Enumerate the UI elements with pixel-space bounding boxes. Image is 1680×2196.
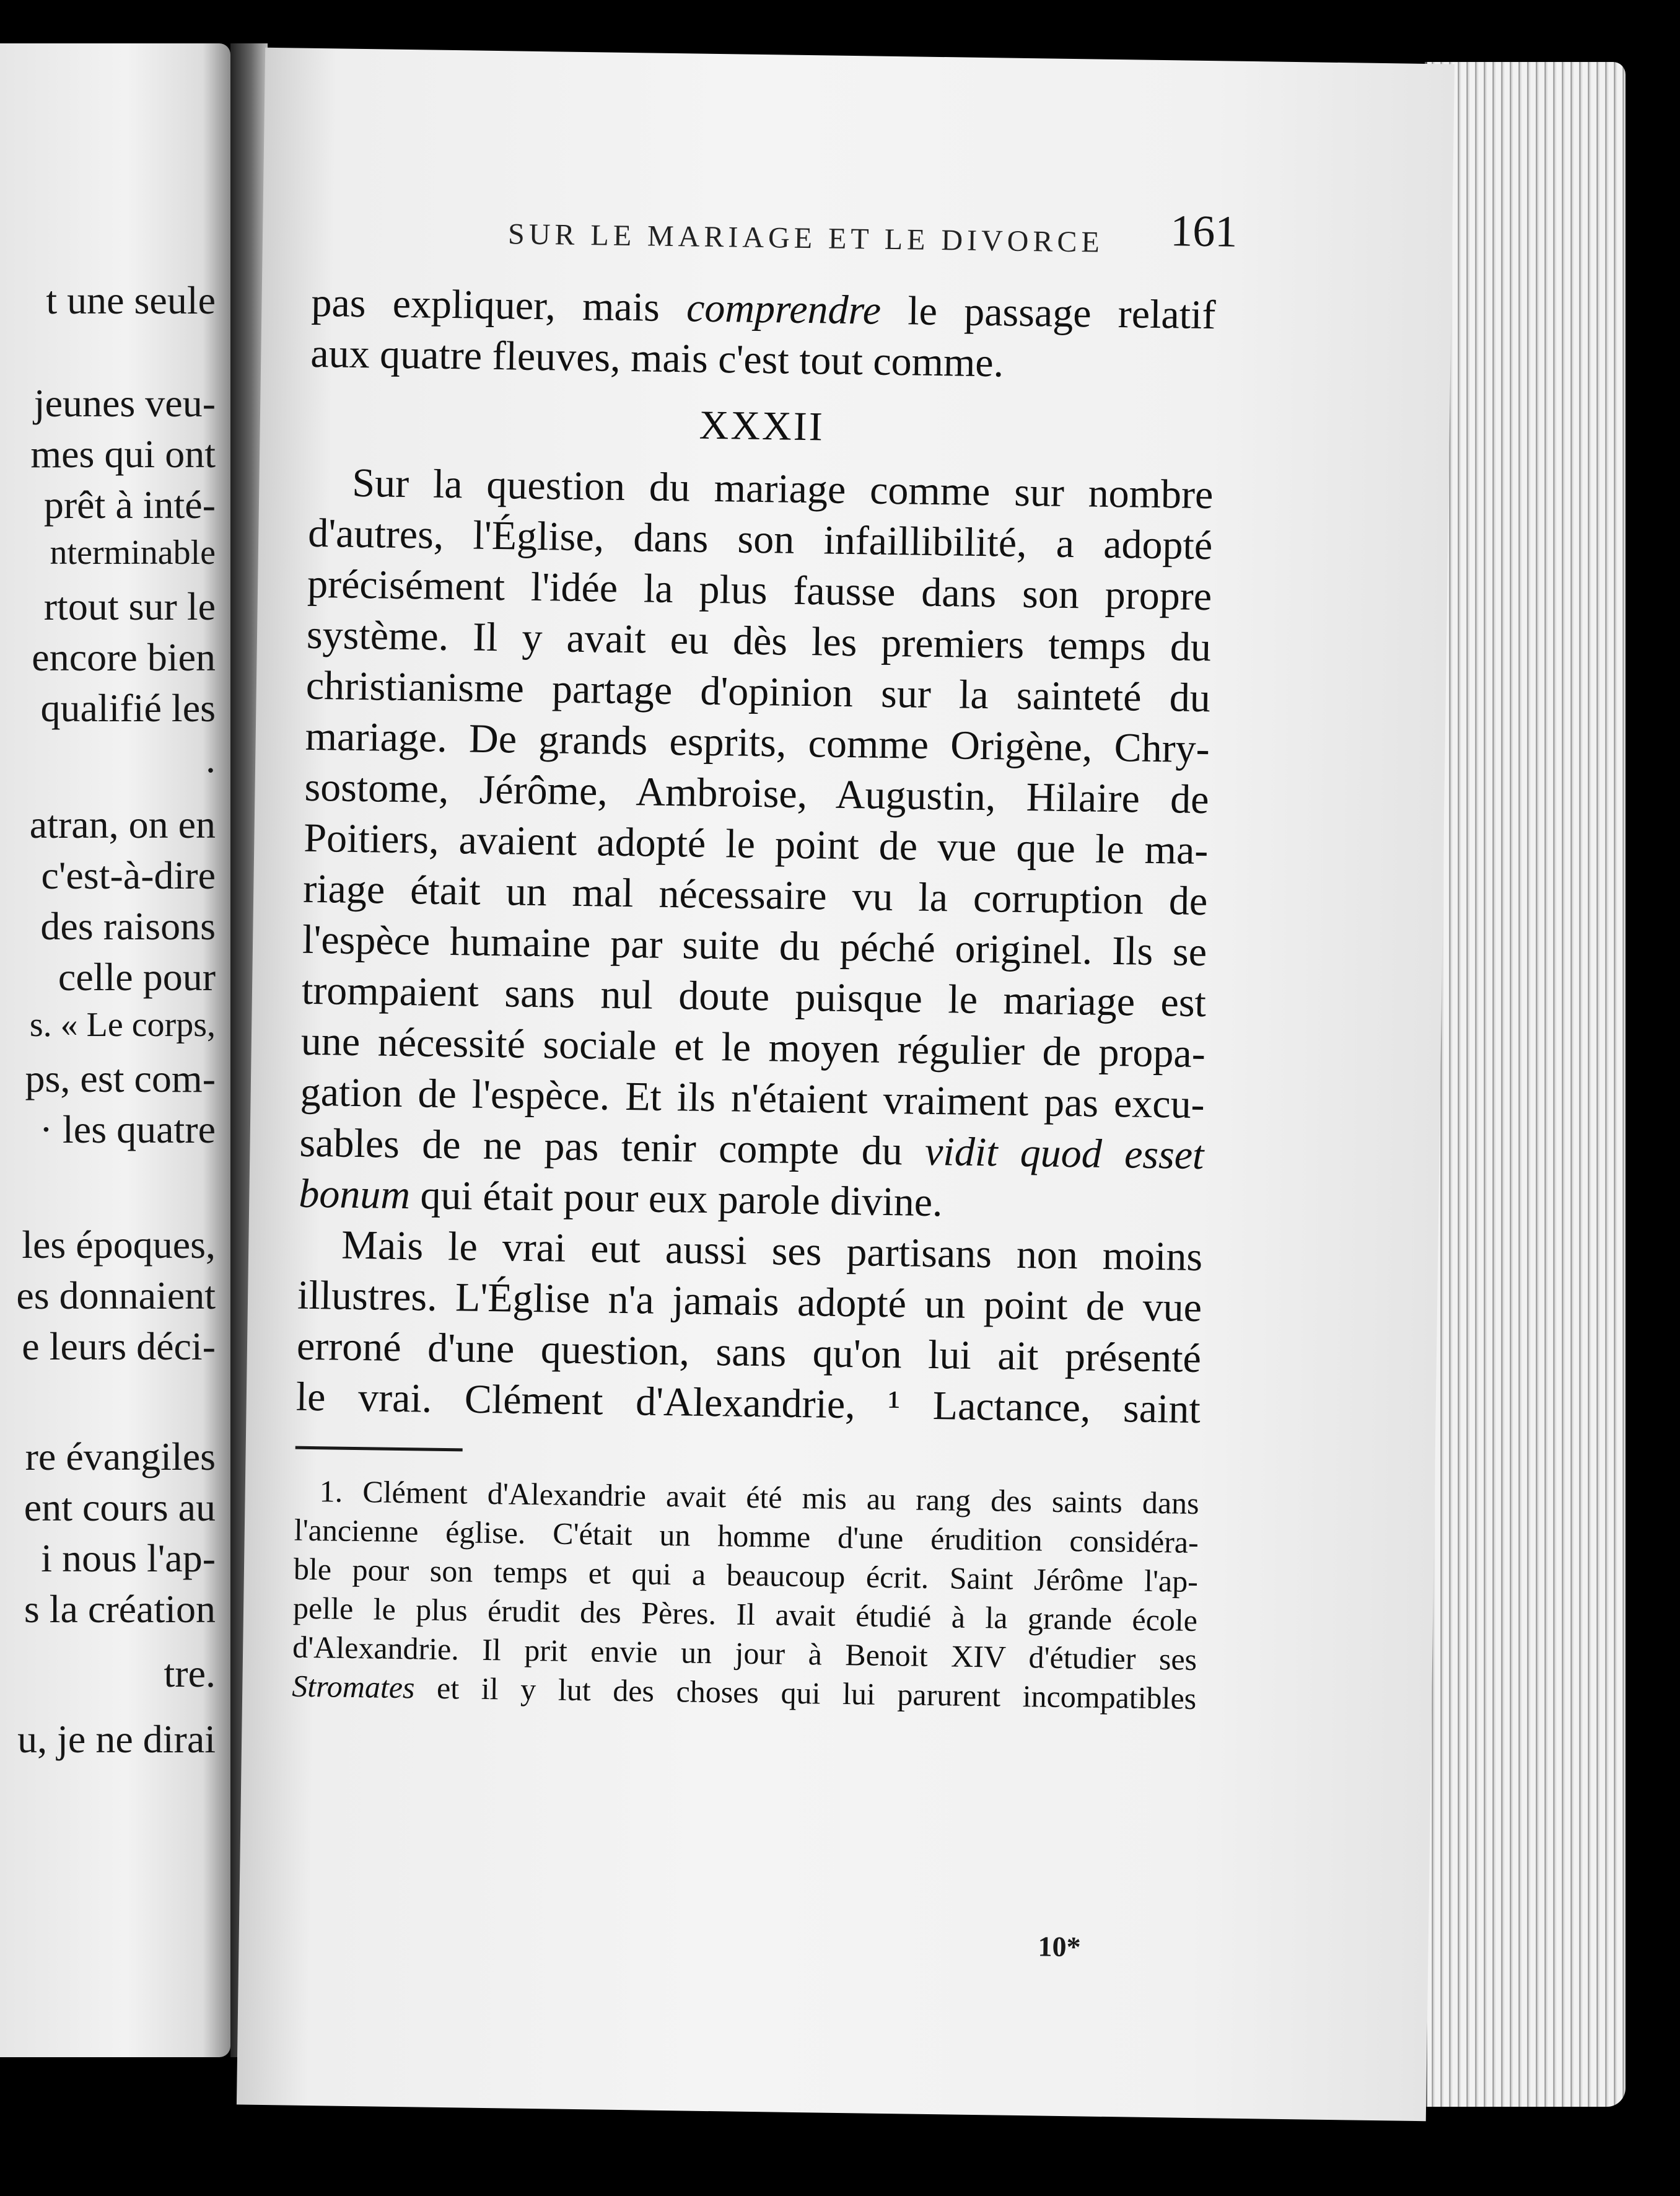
left-line: · les quatre [39,1107,216,1151]
page-number: 161 [1170,206,1238,257]
left-line: jeunes veu- [33,381,216,425]
left-line: . [206,737,216,781]
footnote-line: d'Alexandrie. Il prit envie un jour à Benoit XIV d'étudier ses [292,1629,1197,1677]
left-line: prêt à inté- [43,483,216,527]
left-line: des raisons [40,904,216,948]
right-page [237,48,1455,2121]
text-line: d'autres, l'Église, dans son infaillibilité, a adopté [307,510,1213,569]
left-line: es donnaient [16,1273,216,1317]
text-line: illustres. L'Église n'a jamais adopté un point de vue [297,1272,1202,1331]
text-line: une nécessité sociale et le moyen régulier de propa- [300,1018,1206,1077]
left-line: ent cours au [24,1485,216,1529]
text-line: pas expliquer, mais comprendre le passage relatif [311,279,1216,338]
left-page [0,43,230,2057]
text-line: Poitiers, avaient adopté le point de vue que le ma- [303,815,1209,874]
left-line: s la création [24,1587,216,1631]
text-block [292,278,1216,1718]
footnote-line: ble pour son temps et qui a beaucoup écrit. Saint Jérôme l'ap- [293,1551,1199,1599]
left-line: mes qui ont [30,432,216,476]
signature-mark: 10* [1038,1930,1081,1963]
text-line: trompaient sans nul doute puisque le mariage est [301,967,1207,1026]
left-line: les époques, [22,1223,216,1267]
section-title: XXXII [699,402,825,450]
text-line: système. Il y avait eu dès les premiers temps du [306,612,1212,670]
footnote-line: l'ancienne église. C'était un homme d'une érudition considéra- [294,1512,1199,1560]
left-line: rtout sur le [43,584,216,628]
text-line: gation de l'espèce. Et ils n'étaient vraiment pas excu- [300,1069,1205,1128]
text-line: l'espèce humaine par suite du péché originel. Ils se [302,916,1207,975]
text-line: sostome, Jérôme, Ambroise, Augustin, Hilaire de [304,764,1209,823]
text-line: bonum qui était pour eux parole divine. [298,1170,943,1226]
left-line: u, je ne dirai [17,1717,216,1761]
left-line: celle pour [58,955,216,999]
left-line: encore bien [32,635,216,679]
footnote-line: pelle le plus érudit des Pères. Il avait étudié à la grande école [292,1590,1198,1638]
left-line: t une seule [46,278,216,322]
left-line: nterminable [50,534,216,572]
text-line: le vrai. Clément d'Alexandrie, ¹ Lactance, saint [295,1374,1201,1433]
footnote-rule [295,1446,463,1452]
text-line: christianisme partage d'opinion sur la sainteté du [305,662,1211,721]
left-line: s. « Le corps, [29,1006,216,1044]
footnote-line: 1. Clément d'Alexandrie avait été mis au rang des saints dans [319,1474,1200,1521]
page-edges [1425,62,1625,2107]
left-line: c'est-à-dire [41,853,216,897]
text-line: Sur la question du mariage comme sur nombre [351,460,1214,518]
text-line: aux quatre fleuves, mais c'est tout comme. [310,330,1004,386]
text-line: sables de ne pas tenir compte du vidit quod esset [299,1120,1204,1179]
footnote-line: Stromates et il y lut des choses qui lui parurent incompatibles [291,1668,1197,1716]
text-line: erroné d'une question, sans qu'on lui ait présenté [296,1323,1202,1382]
left-line: qualifié les [40,686,216,730]
left-line: atran, on en [29,802,216,846]
running-head: SUR LE MARIAGE ET LE DIVORCE [507,217,1105,259]
left-line: i nous l'ap- [41,1536,216,1580]
left-line: tre. [164,1651,216,1695]
text-line: mariage. De grands esprits, comme Origène, Chry- [305,713,1210,772]
text-line: riage était un mal nécessaire vu la corruption de [302,866,1208,925]
left-line: ps, est com- [25,1056,216,1100]
text-line: Mais le vrai eut aussi ses partisans non moins [341,1222,1203,1280]
left-line: e leurs déci- [22,1324,216,1368]
left-line: re évangiles [25,1434,216,1478]
text-line: précisément l'idée la plus fausse dans son propre [307,561,1212,620]
